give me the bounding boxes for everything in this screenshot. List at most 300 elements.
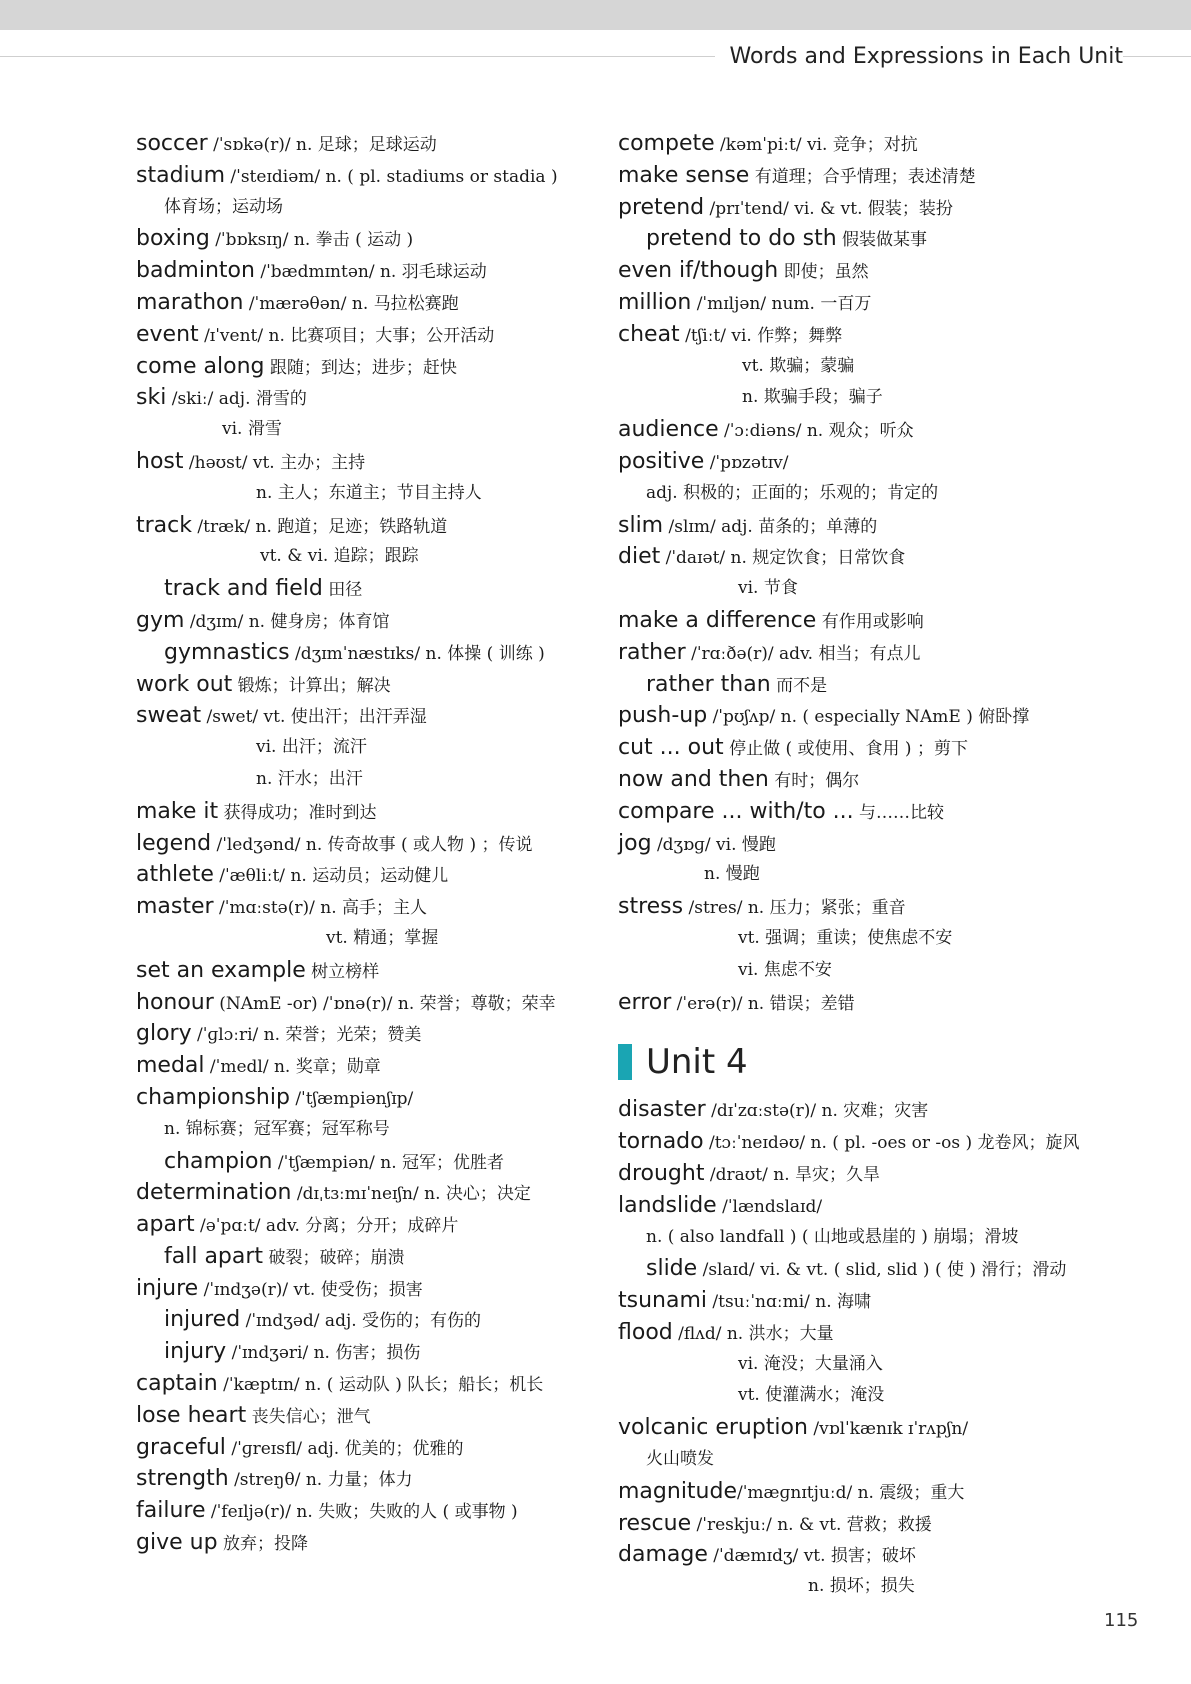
definition: n. 损坏；损失 [808,1576,915,1597]
entry-line [618,1190,1088,1222]
entry-line [618,1222,1088,1254]
entry-line [136,764,606,796]
vocab-entry [136,319,606,351]
definition: /slɪm/ adj. 苗条的；单薄的 [663,516,878,537]
vocab-entry [136,510,606,574]
definition: vi. 节食 [738,578,798,599]
vocab-entry [618,446,1088,510]
vocab-entry [618,1158,1088,1190]
headword: set an example [136,957,306,983]
vocab-entry [618,128,1088,160]
vocab-entry [136,446,606,510]
entry-line [618,1094,1088,1126]
headword: track [136,512,192,538]
entry-line [136,1495,606,1527]
headword: slide [646,1256,698,1282]
entry-line [618,1476,1088,1508]
headword: failure [136,1498,206,1524]
headword: make a difference [618,607,817,633]
vocab-entry [618,255,1088,287]
entry-line [618,859,1088,891]
definition: /ˈɪndʒə(r)/ vt. 使受伤；损害 [198,1279,423,1300]
entry-line [618,1158,1088,1190]
headword: volcanic eruption [618,1415,808,1441]
definition: /skiː/ adj. 滑雪的 [166,389,307,410]
definition: n. 汗水；出汗 [256,768,363,789]
definition: /swet/ vt. 使出汗；出汗弄湿 [201,707,427,728]
definition: 跟随；到达；进步；赶快 [264,357,457,378]
vocab-entry [136,128,606,160]
right-column [618,128,1088,1603]
vocab-entry [136,287,606,319]
vocab-entry [136,382,606,446]
definition: vt. 使灌满水；淹没 [738,1385,885,1406]
definition: /ˈmɪljən/ num. 一百万 [691,293,872,314]
headword: diet [618,544,661,570]
vocab-entry [618,1094,1088,1126]
definition: /ɪˈvent/ n. 比赛项目；大事；公开活动 [198,325,495,346]
definition: 树立榜样 [305,961,380,982]
headword: rather than [646,671,771,697]
entry-line [618,828,1088,860]
vocab-entry [618,1317,1088,1412]
vocab-entry [618,891,1088,986]
headword: rather [618,639,686,665]
definition: vi. 淹没；大量涌入 [738,1353,883,1374]
headword: positive [618,448,705,474]
headword: marathon [136,289,244,315]
entry-line [136,319,606,351]
definition: 而不是 [770,675,828,696]
entry-line [136,351,606,383]
vocab-entry [618,287,1088,319]
entry-line [618,1380,1088,1412]
unit-heading [618,1018,1088,1094]
definition: /ˈɪndʒəd/ adj. 受伤的；有伤的 [240,1311,482,1332]
entry-line [136,605,606,637]
definition: n. 锦标赛；冠军赛；冠军称号 [164,1118,390,1139]
definition: /ˈbɒksɪŋ/ n. 拳击 ( 运动 ) [209,230,414,251]
entry-line [136,1082,606,1114]
definition: /streŋθ/ n. 力量；体力 [228,1470,413,1491]
entry-line [618,1444,1088,1476]
left-column [136,128,606,1559]
vocab-entry [618,319,1088,414]
definition: vt. & vi. 追踪；跟踪 [260,546,419,567]
entry-line [618,764,1088,796]
entry-line [136,223,606,255]
entry-line [618,891,1088,923]
definition: /ˈæθliːt/ n. 运动员；运动健儿 [213,866,449,887]
entry-line [136,573,606,605]
definition: /tɔːˈneɪdəʊ/ n. ( pl. -oes or -os ) 龙卷风；旋风 [703,1133,1080,1154]
headword: medal [136,1053,205,1079]
headword: now and then [618,766,769,792]
vocab-entry [618,637,1088,669]
definition: vt. 精通；掌握 [326,927,439,948]
entry-line [136,1177,606,1209]
entry-line [136,859,606,891]
definition: /əˈpɑːt/ adv. 分离；分开；成碎片 [194,1216,459,1237]
definition: /dʒɒɡ/ vi. 慢跑 [651,834,776,855]
definition: /ˈsɒkə(r)/ n. 足球；足球运动 [207,135,437,155]
definition: /kəmˈpiːt/ vi. 竞争；对抗 [714,135,918,155]
entry-line [136,923,606,955]
headword: compare ... with/to ... [618,798,854,824]
definition: /stres/ n. 压力；紧张；重音 [683,898,906,919]
vocab-entry [136,255,606,287]
page-number: 115 [1104,1610,1139,1631]
definition: (NAmE -or) /ˈɒnə(r)/ n. 荣誉；尊敬；荣幸 [213,993,556,1014]
vocab-entry [136,700,606,795]
headword: lose heart [136,1402,247,1428]
definition: 即使；虽然 [778,262,869,283]
headword: honour [136,989,214,1015]
headword: cheat [618,321,680,347]
headword: cut ... out [618,735,724,761]
definition: /ˈɔːdiəns/ n. 观众；听众 [718,421,914,442]
entry-line [618,796,1088,828]
headword: give up [136,1530,218,1556]
entry-line [618,160,1088,192]
headword: disaster [618,1097,706,1123]
headword: stadium [136,162,226,188]
entry-line [136,541,606,573]
headword: flood [618,1319,673,1345]
vocab-entry [618,510,1088,542]
entry-line [618,128,1088,160]
vocab-entry [136,1146,606,1178]
definition: /prɪˈtend/ vi. & vt. 假装；装扮 [704,198,953,219]
entry-line [136,192,606,224]
vocab-entry [136,1432,606,1464]
entry-line [618,382,1088,414]
headword: soccer [136,131,208,156]
headword: tornado [618,1129,704,1155]
headword: gym [136,607,185,633]
entry-line [136,732,606,764]
headword: slim [618,512,664,538]
definition: /ˈbædmɪntən/ n. 羽毛球运动 [254,262,487,283]
definition: /ˈɪndʒəri/ n. 伤害；损伤 [226,1343,421,1364]
entry-line [136,1050,606,1082]
unit-title: Unit 4 [646,1042,748,1083]
vocab-entry [618,414,1088,446]
entry-line [136,1463,606,1495]
headword: million [618,289,692,315]
headword: host [136,448,184,474]
vocab-entry [136,1050,606,1082]
headword: sweat [136,703,202,729]
entry-line [136,1146,606,1178]
vocab-entry [136,955,606,987]
entry-line [136,255,606,287]
definition: 有道理；合乎情理；表述清楚 [749,166,976,187]
headword: push-up [618,703,708,729]
entry-line [136,128,606,160]
entry-line [618,1253,1088,1285]
vocab-entry [136,605,606,637]
headword: athlete [136,862,214,888]
entry-line [618,732,1088,764]
definition: 与……比较 [853,802,945,823]
definition: n. 慢跑 [704,864,760,885]
entry-line [136,1336,606,1368]
headword: work out [136,671,233,697]
vocab-entry [136,1209,606,1241]
vocab-entry [618,987,1088,1019]
definition: /draʊt/ n. 旱灾；久旱 [704,1164,881,1185]
definition: /ˈmedl/ n. 奖章；勋章 [204,1057,381,1078]
definition: 有时；偶尔 [768,770,860,791]
definition: n. 欺骗手段；骗子 [742,387,883,408]
headword: make it [136,798,219,824]
entry-line [618,1508,1088,1540]
definition: /ˈtʃæmpiən/ n. 冠军；优胜者 [272,1152,505,1173]
definition: /ˈrɑːðə(r)/ adv. 相当；有点儿 [685,643,921,664]
entry-line [618,287,1088,319]
definition: /flʌd/ n. 洪水；大量 [672,1323,834,1344]
entry-line [136,287,606,319]
definition: n. 主人；东道主；节目主持人 [256,482,482,503]
definition: /vɒlˈkænɪk ɪˈrʌpʃn/ [807,1419,969,1440]
entry-line [136,478,606,510]
vocab-entry [136,1463,606,1495]
running-header-title: Words and Expressions in Each Unit [715,44,1123,69]
entry-line [618,541,1088,573]
entry-line [618,955,1088,987]
vocab-entry [618,1253,1088,1285]
vocab-entry [618,223,1088,255]
vocab-entry [136,987,606,1019]
headword: damage [618,1542,708,1568]
definition: vi. 焦虑不安 [738,959,832,980]
entry-line [618,1571,1088,1603]
entry-line [136,382,606,414]
vocab-entry [136,223,606,255]
headword: make sense [618,162,750,188]
headword: audience [618,417,719,443]
definition: /ˈɡreɪsfl/ adj. 优美的；优雅的 [225,1438,464,1459]
entry-line [618,478,1088,510]
entry-line [618,1126,1088,1158]
vocab-entry [136,1400,606,1432]
definition: 有作用或影响 [816,611,924,632]
definition: 破裂；破碎；崩溃 [263,1247,405,1268]
vocab-entry [618,700,1088,732]
entry-line [136,700,606,732]
definition: 放弃；投降 [217,1534,308,1555]
entry-line [618,1349,1088,1381]
headword: injured [164,1307,241,1333]
vocab-entry [136,573,606,605]
definition: 丧失信心；泄气 [246,1406,371,1427]
vocab-entry [136,1368,606,1400]
headword: captain [136,1371,218,1397]
definition: /tʃiːt/ vi. 作弊；舞弊 [679,325,843,346]
vocab-entry [136,796,606,828]
entry-line [136,160,606,192]
entry-line [618,1317,1088,1349]
definition: /ˈlændslaɪd/ [716,1196,823,1217]
headword: track and field [164,576,323,602]
entry-line [136,1209,606,1241]
headword: apart [136,1212,195,1238]
definition: /ˈmɑːstə(r)/ n. 高手；主人 [213,898,428,919]
entry-line [136,637,606,669]
definition: /ˈerə(r)/ n. 错误；差错 [671,993,855,1014]
entry-line [618,255,1088,287]
vocab-entry [618,541,1088,605]
headword: pretend to do sth [646,226,837,252]
headword: boxing [136,226,210,252]
vocab-entry [618,669,1088,701]
headword: pretend [618,194,705,220]
headword: graceful [136,1434,226,1460]
vocab-entry [136,1336,606,1368]
headword: ski [136,385,167,411]
entry-line [618,987,1088,1019]
definition: /ˈpʊʃʌp/ n. ( especially NAmE ) 俯卧撑 [707,707,1030,728]
definition: /træk/ n. 跑道；足迹；铁路轨道 [192,516,448,537]
definition: 体育场；运动场 [164,196,283,217]
definition: /ˈsteɪdiəm/ n. ( pl. stadiums or stadia ) [225,166,558,187]
definition: /ˈpɒzətɪv/ [704,452,789,473]
headword: champion [164,1148,273,1174]
headword: master [136,894,214,920]
entry-line [136,1114,606,1146]
entry-line [618,1539,1088,1571]
entry-line [618,414,1088,446]
definition: vt. 欺骗；蒙骗 [742,355,855,376]
entry-line [136,669,606,701]
vocab-entry [618,828,1088,892]
vocab-entry [136,637,606,669]
vocab-entry [618,732,1088,764]
definition: vt. 强调；重读；使焦虑不安 [738,927,953,948]
headword: badminton [136,258,255,284]
vocab-entry [136,1495,606,1527]
headword: rescue [618,1510,692,1536]
definition: 停止做 ( 或使用、食用 ) ；剪下 [723,739,968,760]
entry-line [136,414,606,446]
entry-line [618,223,1088,255]
definition: /dɪˌtɜːmɪˈneɪʃn/ n. 决心；决定 [291,1184,531,1205]
entry-line [136,1241,606,1273]
vocab-entry [136,1177,606,1209]
vocab-entry [618,192,1088,224]
definition: /dɪˈzɑːstə(r)/ n. 灾难；灾害 [705,1101,929,1122]
definition: 假装做某事 [836,230,928,251]
entry-line [136,1527,606,1559]
entry-line [136,446,606,478]
definition: /ˈɡlɔːri/ n. 荣誉；光荣；赞美 [191,1025,422,1046]
vocab-entry [136,351,606,383]
definition: /ˈmæɡnɪtjuːd/ n. 震级；重大 [737,1482,965,1503]
headword: come along [136,353,265,379]
entry-line [618,351,1088,383]
vocab-entry [136,891,606,955]
entry-line [136,891,606,923]
definition: /tsuːˈnɑːmi/ n. 海啸 [707,1292,872,1313]
definition: /ˈtʃæmpiənʃɪp/ [289,1088,414,1109]
definition: /ˈledʒənd/ n. 传奇故事 ( 或人物 ) ；传说 [211,834,533,855]
vocab-entry [618,605,1088,637]
entry-line [618,669,1088,701]
vocab-entry [618,1190,1088,1254]
entry-line [136,1368,606,1400]
unit-accent-bar [618,1044,632,1080]
definition: n. ( also landfall ) ( 山地或悬崖的 ) 崩塌；滑坡 [646,1226,1019,1247]
vocab-entry [136,1241,606,1273]
headword: determination [136,1180,292,1206]
vocab-entry [136,828,606,860]
vocab-entry [618,1285,1088,1317]
vocab-entry [618,796,1088,828]
definition: /həʊst/ vt. 主办；主持 [183,452,366,473]
entry-line [618,637,1088,669]
headword: fall apart [164,1243,264,1269]
entry-line [136,1432,606,1464]
definition: /ˈfeɪljə(r)/ n. 失败；失败的人 ( 或事物 ) [205,1502,518,1523]
headword: event [136,321,199,347]
vocab-entry [136,1082,606,1146]
definition: vi. 出汗；流汗 [256,737,367,758]
entry-line [136,987,606,1019]
definition: /ˈkæptɪn/ n. ( 运动队 ) 队长；船长；机长 [217,1375,544,1396]
headword: landslide [618,1192,717,1218]
entry-line [618,1412,1088,1444]
vocab-entry [136,160,606,224]
vocab-entry [136,1273,606,1305]
definition: vi. 滑雪 [222,419,282,440]
entry-line [136,1400,606,1432]
entry-line [618,1285,1088,1317]
headword: compete [618,131,715,156]
entry-line [136,1018,606,1050]
headword: drought [618,1160,705,1186]
vocab-entry [618,764,1088,796]
definition: /ˈmærəθən/ n. 马拉松赛跑 [243,293,459,314]
entry-line [136,510,606,542]
headword: championship [136,1084,290,1110]
definition: 火山喷发 [646,1449,714,1470]
definition: 锻炼；计算出；解决 [232,675,391,696]
vocab-entry [618,160,1088,192]
vocab-entry [618,1476,1088,1508]
top-bar [0,0,1191,30]
vocab-entry [136,1304,606,1336]
headword: injure [136,1275,199,1301]
vocab-entry [618,1508,1088,1540]
headword: magnitude [618,1478,738,1504]
entry-line [136,1304,606,1336]
headword: injury [164,1339,227,1365]
entry-line [618,319,1088,351]
vocab-entry [618,1539,1088,1603]
definition: /slaɪd/ vi. & vt. ( slid, slid ) ( 使 ) 滑行；滑动 [697,1260,1067,1281]
headword: tsunami [618,1288,707,1314]
headword: gymnastics [164,639,290,665]
definition: /ˈreskjuː/ n. & vt. 营救；救援 [691,1514,932,1535]
vocab-entry [618,1126,1088,1158]
definition: /ˈdæmɪdʒ/ vt. 损害；破坏 [707,1546,916,1567]
headword: jog [618,830,652,856]
entry-line [618,605,1088,637]
definition: 田径 [322,580,363,601]
headword: glory [136,1021,192,1047]
definition: /dʒɪm/ n. 健身房；体育馆 [184,611,390,632]
